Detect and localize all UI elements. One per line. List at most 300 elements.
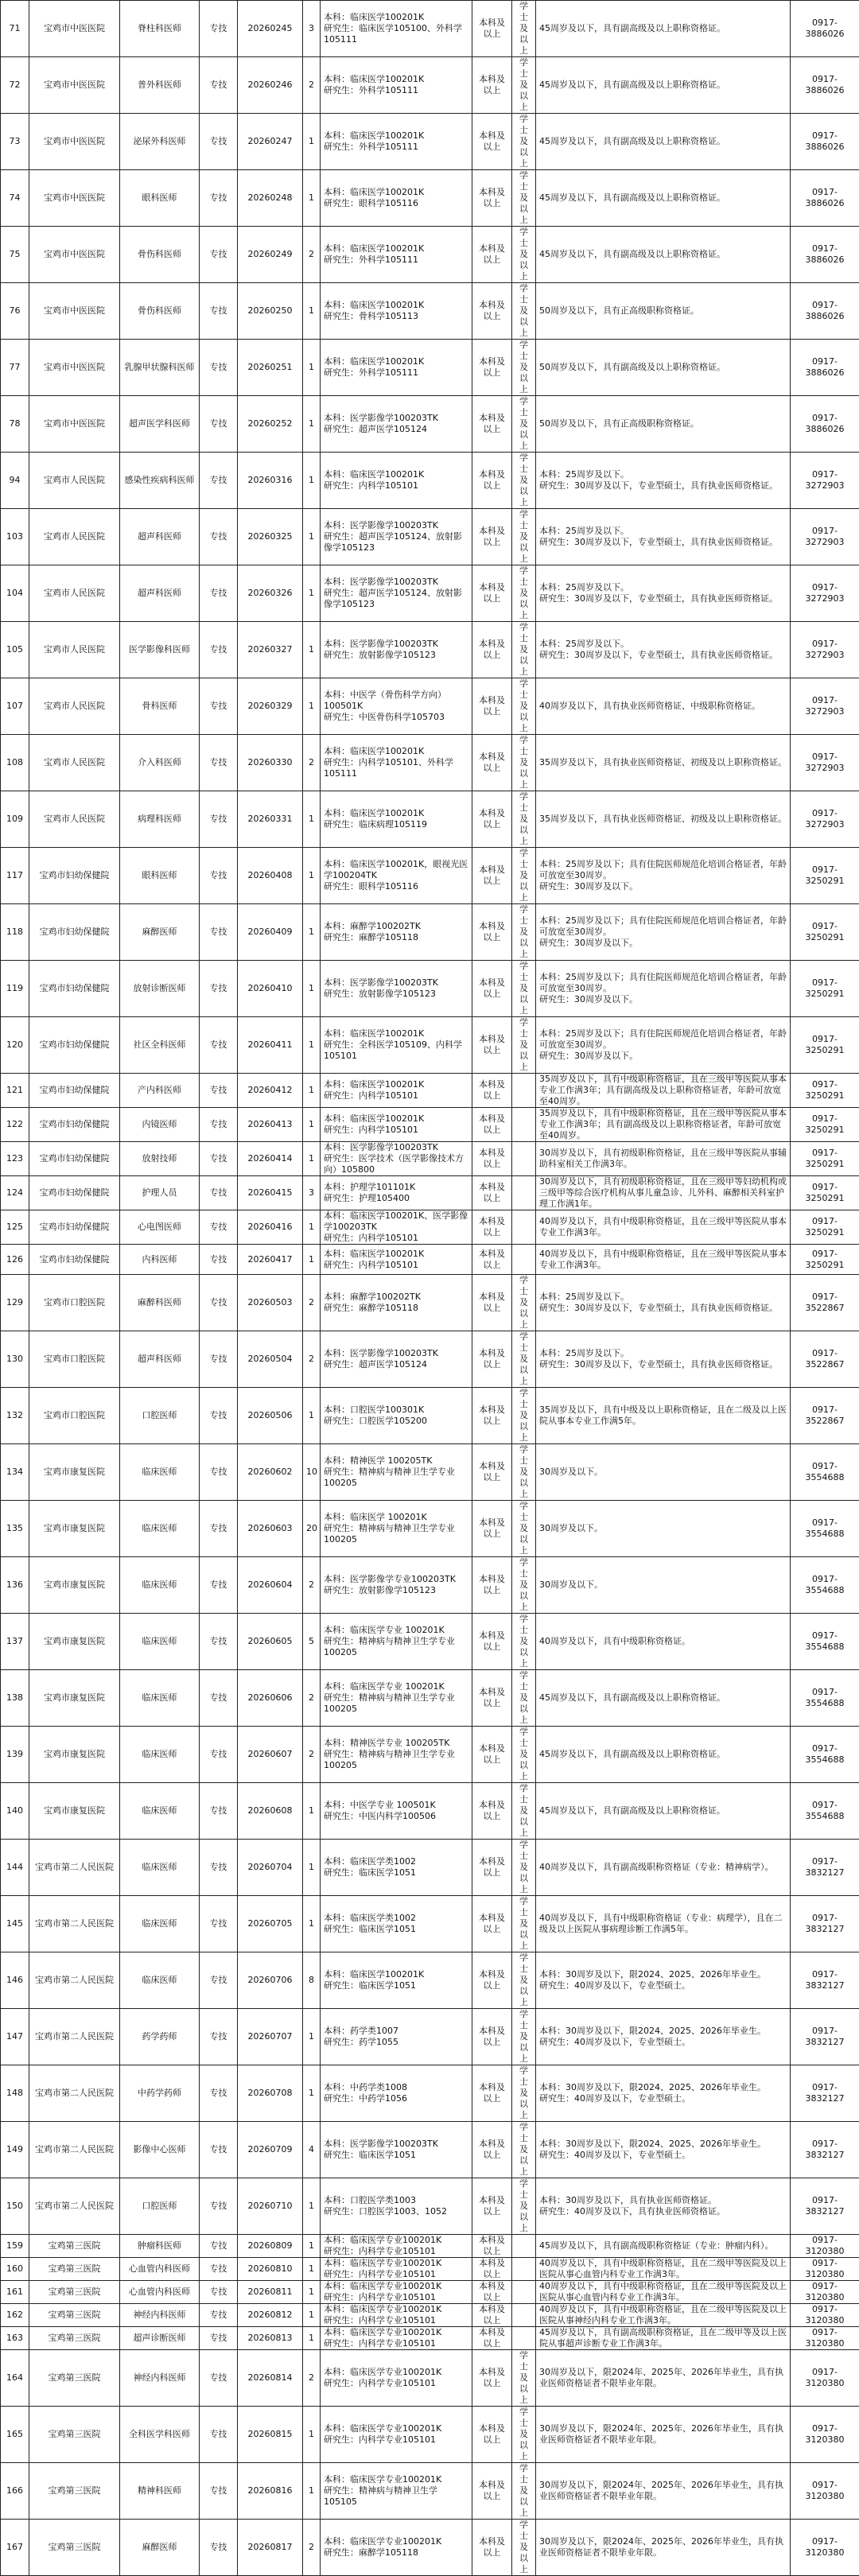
post-type-cell: 专技	[200, 1, 238, 57]
position-code-cell: 20260414	[238, 1142, 303, 1176]
table-row	[1, 170, 859, 227]
position-cell: 麻醉医师	[120, 2520, 200, 2576]
headcount-cell: 2	[303, 1557, 321, 1614]
degree-cell	[512, 1074, 536, 1108]
education-cell: 本科及以上	[472, 1074, 512, 1108]
position-cell: 放射技师	[120, 1142, 200, 1176]
requirements-cell: 本科：25周岁及以下。 研究生：30周岁及以下，专业型硕士，具有执业医师资格证。	[536, 1275, 791, 1331]
position-cell: 超声科医师	[120, 1331, 200, 1388]
majors-cell: 本科：临床医学专业100201K 研究生：内科学专业105101	[321, 2304, 472, 2327]
majors-cell: 本科：临床医学专业100201K 研究生：内科学专业105101	[321, 2327, 472, 2350]
phone-cell: 0917-3250291	[791, 904, 859, 961]
row-no-cell: 146	[1, 1952, 29, 2009]
row-no-cell: 107	[1, 678, 29, 735]
position-code-cell: 20260602	[238, 1444, 303, 1501]
phone-cell: 0917-3250291	[791, 1142, 859, 1176]
employer-cell: 宝鸡市第二人民医院	[29, 1840, 120, 1896]
position-cell: 超声诊断医师	[120, 2327, 200, 2350]
employer-cell: 宝鸡市妇幼保健院	[29, 1074, 120, 1108]
row-no-cell: 104	[1, 565, 29, 622]
phone-cell: 0917-3120380	[791, 2258, 859, 2281]
requirements-cell: 30周岁及以下，限2024年、2025年、2026年毕业生，具有执业医师资格证者不限毕业年限。	[536, 2407, 791, 2463]
position-cell: 眼科医师	[120, 848, 200, 904]
table-row	[1, 1783, 859, 1840]
phone-cell: 0917-3522867	[791, 1331, 859, 1388]
post-type-cell: 专技	[200, 735, 238, 791]
headcount-cell: 1	[303, 848, 321, 904]
table-row	[1, 1444, 859, 1501]
post-type-cell: 专技	[200, 1017, 238, 1074]
degree-cell: 学士及以上	[512, 227, 536, 283]
phone-cell: 0917-3120380	[791, 2407, 859, 2463]
requirements-cell: 本科：25周岁及以下。 研究生：30周岁及以下，专业型硕士，具有执业医师资格证。	[536, 509, 791, 565]
employer-cell: 宝鸡市第二人民医院	[29, 2178, 120, 2235]
position-code-cell: 20260603	[238, 1501, 303, 1557]
headcount-cell: 2	[303, 2520, 321, 2576]
employer-cell: 宝鸡市人民医院	[29, 509, 120, 565]
headcount-cell: 1	[303, 2258, 321, 2281]
position-code-cell: 20260813	[238, 2327, 303, 2350]
education-cell: 本科及以上	[472, 227, 512, 283]
table-row	[1, 1557, 859, 1614]
degree-cell: 学士及以上	[512, 678, 536, 735]
table-row	[1, 396, 859, 453]
degree-cell: 学士及以上	[512, 453, 536, 509]
employer-cell: 宝鸡市口腔医院	[29, 1331, 120, 1388]
position-code-cell: 20260809	[238, 2235, 303, 2258]
degree-cell: 学士及以上	[512, 1727, 536, 1783]
requirements-cell: 45周岁及以下，具有副高级及以上职称资格证。	[536, 1670, 791, 1727]
degree-cell	[512, 1142, 536, 1176]
phone-cell: 0917-3272903	[791, 453, 859, 509]
post-type-cell: 专技	[200, 1142, 238, 1176]
post-type-cell: 专技	[200, 2281, 238, 2304]
phone-cell: 0917-3120380	[791, 2327, 859, 2350]
row-no-cell: 130	[1, 1331, 29, 1388]
education-cell: 本科及以上	[472, 2281, 512, 2304]
majors-cell: 本科：临床医学100201K 研究生：内科学105101	[321, 453, 472, 509]
requirements-cell: 本科：25周岁及以下。 研究生：30周岁及以下，专业型硕士，具有执业医师资格证。	[536, 565, 791, 622]
education-cell: 本科及以上	[472, 565, 512, 622]
phone-cell: 0917-3120380	[791, 2520, 859, 2576]
headcount-cell: 2	[303, 227, 321, 283]
requirements-cell: 30周岁及以下。	[536, 1501, 791, 1557]
position-code-cell: 20260246	[238, 57, 303, 114]
majors-cell: 本科：临床医学 100201K 研究生：精神病与精神卫生学专业100205	[321, 1501, 472, 1557]
post-type-cell: 专技	[200, 1074, 238, 1108]
employer-cell: 宝鸡市中医医院	[29, 57, 120, 114]
post-type-cell: 专技	[200, 340, 238, 396]
degree-cell: 学士及以上	[512, 791, 536, 848]
row-no-cell: 144	[1, 1840, 29, 1896]
headcount-cell: 4	[303, 2122, 321, 2178]
position-cell: 内科医师	[120, 1245, 200, 1275]
degree-cell: 学士及以上	[512, 1017, 536, 1074]
requirements-cell: 本科：25周岁及以下。 研究生：30周岁及以下，专业型硕士，具有执业医师资格证。	[536, 1331, 791, 1388]
position-code-cell: 20260248	[238, 170, 303, 227]
requirements-cell: 35周岁及以下，具有执业医师资格证、初级及以上职称资格证。	[536, 735, 791, 791]
phone-cell: 0917-3554688	[791, 1670, 859, 1727]
degree-cell: 学士及以上	[512, 509, 536, 565]
phone-cell: 0917-3120380	[791, 2304, 859, 2327]
position-code-cell: 20260605	[238, 1614, 303, 1670]
majors-cell: 本科：临床医学100201K 研究生：临床医学105100、外科学105111	[321, 1, 472, 57]
position-code-cell: 20260608	[238, 1783, 303, 1840]
degree-cell: 学士及以上	[512, 1670, 536, 1727]
row-no-cell: 75	[1, 227, 29, 283]
position-cell: 临床医师	[120, 1952, 200, 2009]
majors-cell: 本科：医学影像学100203TK 研究生：超声医学105124、放射影像学105123	[321, 509, 472, 565]
table-row	[1, 1501, 859, 1557]
majors-cell: 本科：临床医学100201K 研究生：外科学105111	[321, 340, 472, 396]
employer-cell: 宝鸡市妇幼保健院	[29, 961, 120, 1017]
row-no-cell: 126	[1, 1245, 29, 1275]
row-no-cell: 105	[1, 622, 29, 678]
headcount-cell: 1	[303, 2178, 321, 2235]
post-type-cell: 专技	[200, 1275, 238, 1331]
row-no-cell: 72	[1, 57, 29, 114]
headcount-cell: 1	[303, 1017, 321, 1074]
headcount-cell: 1	[303, 453, 321, 509]
requirements-cell: 本科：30周岁及以下，限2024、2025、2026年毕业生。 研究生：40周岁及以下，专业型硕士。	[536, 1952, 791, 2009]
education-cell: 本科及以上	[472, 114, 512, 170]
headcount-cell: 1	[303, 2463, 321, 2520]
majors-cell: 本科：临床医学类1002 研究生：临床医学1051	[321, 1840, 472, 1896]
position-cell: 临床医师	[120, 1896, 200, 1952]
post-type-cell: 专技	[200, 170, 238, 227]
degree-cell	[512, 2327, 536, 2350]
education-cell: 本科及以上	[472, 2520, 512, 2576]
degree-cell: 学士及以上	[512, 565, 536, 622]
post-type-cell: 专技	[200, 453, 238, 509]
table-row	[1, 1952, 859, 2009]
table-row	[1, 622, 859, 678]
position-code-cell: 20260709	[238, 2122, 303, 2178]
employer-cell: 宝鸡市康复医院	[29, 1614, 120, 1670]
row-no-cell: 77	[1, 340, 29, 396]
degree-cell: 学士及以上	[512, 1614, 536, 1670]
employer-cell: 宝鸡市第二人民医院	[29, 1896, 120, 1952]
degree-cell: 学士及以上	[512, 848, 536, 904]
phone-cell: 0917-3554688	[791, 1783, 859, 1840]
education-cell: 本科及以上	[472, 2065, 512, 2122]
phone-cell: 0917-3886026	[791, 340, 859, 396]
phone-cell: 0917-3120380	[791, 2281, 859, 2304]
employer-cell: 宝鸡市中医医院	[29, 283, 120, 340]
position-cell: 肿瘤科医师	[120, 2235, 200, 2258]
education-cell: 本科及以上	[472, 509, 512, 565]
phone-cell: 0917-3554688	[791, 1727, 859, 1783]
row-no-cell: 132	[1, 1388, 29, 1444]
phone-cell: 0917-3832127	[791, 1952, 859, 2009]
education-cell: 本科及以上	[472, 1614, 512, 1670]
position-cell: 临床医师	[120, 1444, 200, 1501]
position-cell: 临床医师	[120, 1840, 200, 1896]
table-row	[1, 1840, 859, 1896]
headcount-cell: 1	[303, 170, 321, 227]
row-no-cell: 159	[1, 2235, 29, 2258]
table-row	[1, 227, 859, 283]
phone-cell: 0917-3250291	[791, 961, 859, 1017]
post-type-cell: 专技	[200, 961, 238, 1017]
employer-cell: 宝鸡市人民医院	[29, 735, 120, 791]
degree-cell: 学士及以上	[512, 2407, 536, 2463]
headcount-cell: 5	[303, 1614, 321, 1670]
row-no-cell: 121	[1, 1074, 29, 1108]
degree-cell: 学士及以上	[512, 961, 536, 1017]
requirements-cell: 40周岁及以下，具有中级职称资格证（专业：病理学），且在二级及以上医院从事病理诊断工作满5年。	[536, 1896, 791, 1952]
position-cell: 神经内科医师	[120, 2304, 200, 2327]
position-code-cell: 20260416	[238, 1210, 303, 1245]
headcount-cell: 1	[303, 2065, 321, 2122]
position-cell: 产内科医师	[120, 1074, 200, 1108]
education-cell: 本科及以上	[472, 340, 512, 396]
requirements-cell: 30周岁及以下。	[536, 1557, 791, 1614]
employer-cell: 宝鸡市人民医院	[29, 453, 120, 509]
post-type-cell: 专技	[200, 2009, 238, 2065]
education-cell: 本科及以上	[472, 1783, 512, 1840]
majors-cell: 本科：临床医学100201K 研究生：内科学105101	[321, 1108, 472, 1142]
headcount-cell: 2	[303, 1331, 321, 1388]
requirements-cell: 40周岁及以下，具有执业医师资格证、中级职称资格证。	[536, 678, 791, 735]
position-cell: 心电图医师	[120, 1210, 200, 1245]
employer-cell: 宝鸡市中医医院	[29, 396, 120, 453]
degree-cell: 学士及以上	[512, 1896, 536, 1952]
row-no-cell: 136	[1, 1557, 29, 1614]
majors-cell: 本科：医学影像学100203TK 研究生：临床医学1051	[321, 2122, 472, 2178]
phone-cell: 0917-3522867	[791, 1388, 859, 1444]
degree-cell: 学士及以上	[512, 1388, 536, 1444]
employer-cell: 宝鸡第三医院	[29, 2407, 120, 2463]
post-type-cell: 专技	[200, 848, 238, 904]
majors-cell: 本科：临床医学100201K 研究生：骨科学105113	[321, 283, 472, 340]
education-cell: 本科及以上	[472, 1501, 512, 1557]
employer-cell: 宝鸡市妇幼保健院	[29, 1142, 120, 1176]
phone-cell: 0917-3250291	[791, 1074, 859, 1108]
position-cell: 乳腺甲状腺科医师	[120, 340, 200, 396]
education-cell: 本科及以上	[472, 2009, 512, 2065]
education-cell: 本科及以上	[472, 1210, 512, 1245]
employer-cell: 宝鸡市第二人民医院	[29, 1952, 120, 2009]
position-code-cell: 20260417	[238, 1245, 303, 1275]
education-cell: 本科及以上	[472, 396, 512, 453]
degree-cell: 学士及以上	[512, 2122, 536, 2178]
headcount-cell: 1	[303, 678, 321, 735]
majors-cell: 本科：临床医学100201K 研究生：外科学105111	[321, 227, 472, 283]
position-cell: 普外科医师	[120, 57, 200, 114]
position-code-cell: 20260816	[238, 2463, 303, 2520]
requirements-cell: 40周岁及以下，具有中级职称资格证，且在二级甲等医院及以上医院从事心血管内科专业工作满3年。	[536, 2258, 791, 2281]
position-cell: 心血管内科医师	[120, 2258, 200, 2281]
education-cell: 本科及以上	[472, 1896, 512, 1952]
phone-cell: 0917-3832127	[791, 1896, 859, 1952]
position-cell: 医学影像科医师	[120, 622, 200, 678]
degree-cell: 学士及以上	[512, 622, 536, 678]
requirements-cell: 50周岁及以下，具有正高级职称资格证。	[536, 396, 791, 453]
position-code-cell: 20260249	[238, 227, 303, 283]
post-type-cell: 专技	[200, 622, 238, 678]
requirements-cell: 30周岁及以下，限2024年、2025年、2026年毕业生，具有执业医师资格证者不限毕业年限。	[536, 2350, 791, 2407]
degree-cell: 学士及以上	[512, 2009, 536, 2065]
headcount-cell: 8	[303, 1952, 321, 2009]
position-code-cell: 20260503	[238, 1275, 303, 1331]
headcount-cell: 2	[303, 1275, 321, 1331]
requirements-cell: 本科：30周岁及以下，限2024、2025、2026年毕业生。 研究生：40周岁及以下，专业型硕士。	[536, 2122, 791, 2178]
phone-cell: 0917-3832127	[791, 2009, 859, 2065]
requirements-cell: 本科：30周岁及以下，限2024、2025、2026年毕业生。 研究生：40周岁及以下，专业型硕士。	[536, 2009, 791, 2065]
table-row	[1, 2327, 859, 2350]
phone-cell: 0917-3272903	[791, 735, 859, 791]
majors-cell: 本科：临床医学100201K 研究生：全科医学105109、内科学105101	[321, 1017, 472, 1074]
row-no-cell: 149	[1, 2122, 29, 2178]
post-type-cell: 专技	[200, 2463, 238, 2520]
position-cell: 泌尿外科医师	[120, 114, 200, 170]
headcount-cell: 1	[303, 961, 321, 1017]
table-row	[1, 791, 859, 848]
phone-cell: 0917-3120380	[791, 2235, 859, 2258]
education-cell: 本科及以上	[472, 1017, 512, 1074]
position-code-cell: 20260326	[238, 565, 303, 622]
education-cell: 本科及以上	[472, 1952, 512, 2009]
requirements-cell: 45周岁及以下，具有副高级职称资格证，且在二级甲等及以上医院从事超声诊断专业工作满3年。	[536, 2327, 791, 2350]
education-cell: 本科及以上	[472, 1670, 512, 1727]
employer-cell: 宝鸡市中医医院	[29, 227, 120, 283]
table-row	[1, 2009, 859, 2065]
position-code-cell: 20260408	[238, 848, 303, 904]
requirements-cell: 40周岁及以下，具有中级职称资格证，且在三级甲等医院从事本专业工作满3年。	[536, 1245, 791, 1275]
position-cell: 麻醉医师	[120, 904, 200, 961]
row-no-cell: 122	[1, 1108, 29, 1142]
employer-cell: 宝鸡市第二人民医院	[29, 2065, 120, 2122]
table-row	[1, 283, 859, 340]
employer-cell: 宝鸡市中医医院	[29, 340, 120, 396]
degree-cell	[512, 2258, 536, 2281]
table-body	[1, 1, 859, 2576]
employer-cell: 宝鸡第三医院	[29, 2463, 120, 2520]
education-cell: 本科及以上	[472, 622, 512, 678]
table-row	[1, 2178, 859, 2235]
position-cell: 超声科医师	[120, 509, 200, 565]
position-code-cell: 20260325	[238, 509, 303, 565]
majors-cell: 本科：临床医学专业 100201K 研究生：精神病与精神卫生学专业100205	[321, 1614, 472, 1670]
education-cell: 本科及以上	[472, 678, 512, 735]
degree-cell: 学士及以上	[512, 2178, 536, 2235]
post-type-cell: 专技	[200, 1331, 238, 1388]
requirements-cell: 40周岁及以下，具有中级职称资格证，且在二级甲等医院及以上医院从事心血管内科专业工作满3年。	[536, 2281, 791, 2304]
degree-cell	[512, 1108, 536, 1142]
position-cell: 口腔医师	[120, 2178, 200, 2235]
headcount-cell: 2	[303, 735, 321, 791]
position-cell: 心血管内科医师	[120, 2281, 200, 2304]
table-row	[1, 1108, 859, 1142]
degree-cell: 学士及以上	[512, 2463, 536, 2520]
headcount-cell: 1	[303, 340, 321, 396]
employer-cell: 宝鸡市妇幼保健院	[29, 904, 120, 961]
table-row	[1, 2520, 859, 2576]
position-cell: 感染性疾病科医师	[120, 453, 200, 509]
degree-cell: 学士及以上	[512, 1501, 536, 1557]
employer-cell: 宝鸡市康复医院	[29, 1444, 120, 1501]
post-type-cell: 专技	[200, 904, 238, 961]
row-no-cell: 162	[1, 2304, 29, 2327]
row-no-cell: 123	[1, 1142, 29, 1176]
majors-cell: 本科：临床医学专业100201K 研究生：内科学专业105101	[321, 2350, 472, 2407]
education-cell: 本科及以上	[472, 904, 512, 961]
education-cell: 本科及以上	[472, 1275, 512, 1331]
position-code-cell: 20260708	[238, 2065, 303, 2122]
post-type-cell: 专技	[200, 1670, 238, 1727]
degree-cell	[512, 2235, 536, 2258]
phone-cell: 0917-3522867	[791, 1275, 859, 1331]
table-row	[1, 340, 859, 396]
table-row	[1, 1331, 859, 1388]
education-cell: 本科及以上	[472, 1388, 512, 1444]
table-row	[1, 2407, 859, 2463]
employer-cell: 宝鸡第三医院	[29, 2350, 120, 2407]
row-no-cell: 139	[1, 1727, 29, 1783]
phone-cell: 0917-3832127	[791, 1840, 859, 1896]
row-no-cell: 124	[1, 1176, 29, 1210]
education-cell: 本科及以上	[472, 1727, 512, 1783]
phone-cell: 0917-3250291	[791, 848, 859, 904]
position-cell: 精神科医师	[120, 2463, 200, 2520]
education-cell: 本科及以上	[472, 1557, 512, 1614]
degree-cell	[512, 1245, 536, 1275]
degree-cell: 学士及以上	[512, 114, 536, 170]
phone-cell: 0917-3886026	[791, 396, 859, 453]
employer-cell: 宝鸡第三医院	[29, 2327, 120, 2350]
majors-cell: 本科：麻醉学100202TK 研究生：麻醉学105118	[321, 904, 472, 961]
headcount-cell: 10	[303, 1444, 321, 1501]
majors-cell: 本科：口腔医学类1003 研究生：口腔医学1003、1052	[321, 2178, 472, 2235]
position-cell: 放射诊断医师	[120, 961, 200, 1017]
post-type-cell: 专技	[200, 1210, 238, 1245]
requirements-cell: 35周岁及以下，具有中级及以上职称资格证，且在二级及以上医院从事本专业工作满5年。	[536, 1388, 791, 1444]
employer-cell: 宝鸡市口腔医院	[29, 1275, 120, 1331]
position-code-cell: 20260607	[238, 1727, 303, 1783]
education-cell: 本科及以上	[472, 170, 512, 227]
position-cell: 超声医学科医师	[120, 396, 200, 453]
employer-cell: 宝鸡市康复医院	[29, 1557, 120, 1614]
requirements-cell: 30周岁及以下，具有初级职称资格证，且在三级甲等妇幼机构或三级甲等综合医疗机构从事儿童急诊、儿外科、麻醉相关科室护理工作满1年。	[536, 1176, 791, 1210]
table-row	[1, 1388, 859, 1444]
employer-cell: 宝鸡市中医医院	[29, 170, 120, 227]
headcount-cell: 2	[303, 1727, 321, 1783]
majors-cell: 本科：临床医学100201K 研究生：眼科学105116	[321, 170, 472, 227]
post-type-cell: 专技	[200, 227, 238, 283]
degree-cell: 学士及以上	[512, 57, 536, 114]
requirements-cell: 本科：25周岁及以下；具有住院医师规范化培训合格证者，年龄可放宽至30周岁。 研究生：30周岁及以下。	[536, 848, 791, 904]
table-row	[1, 2281, 859, 2304]
phone-cell: 0917-3272903	[791, 678, 859, 735]
headcount-cell: 1	[303, 2407, 321, 2463]
education-cell: 本科及以上	[472, 735, 512, 791]
position-cell: 临床医师	[120, 1783, 200, 1840]
majors-cell: 本科：护理学101101K 研究生：护理105400	[321, 1176, 472, 1210]
phone-cell: 0917-3250291	[791, 1176, 859, 1210]
majors-cell: 本科：临床医学专业100201K 研究生：精神病与精神卫生学105105	[321, 2463, 472, 2520]
requirements-cell: 45周岁及以下，具有副高级及以上职称资格证。	[536, 57, 791, 114]
majors-cell: 本科：精神医学 100205TK 研究生：精神病与精神卫生学专业100205	[321, 1444, 472, 1501]
position-code-cell: 20260330	[238, 735, 303, 791]
post-type-cell: 专技	[200, 1388, 238, 1444]
majors-cell: 本科：麻醉学100202TK 研究生：麻醉学105118	[321, 1275, 472, 1331]
post-type-cell: 专技	[200, 396, 238, 453]
headcount-cell: 2	[303, 2350, 321, 2407]
table-row	[1, 848, 859, 904]
table-row	[1, 1896, 859, 1952]
majors-cell: 本科：临床医学100201K 研究生：内科学105101	[321, 1074, 472, 1108]
